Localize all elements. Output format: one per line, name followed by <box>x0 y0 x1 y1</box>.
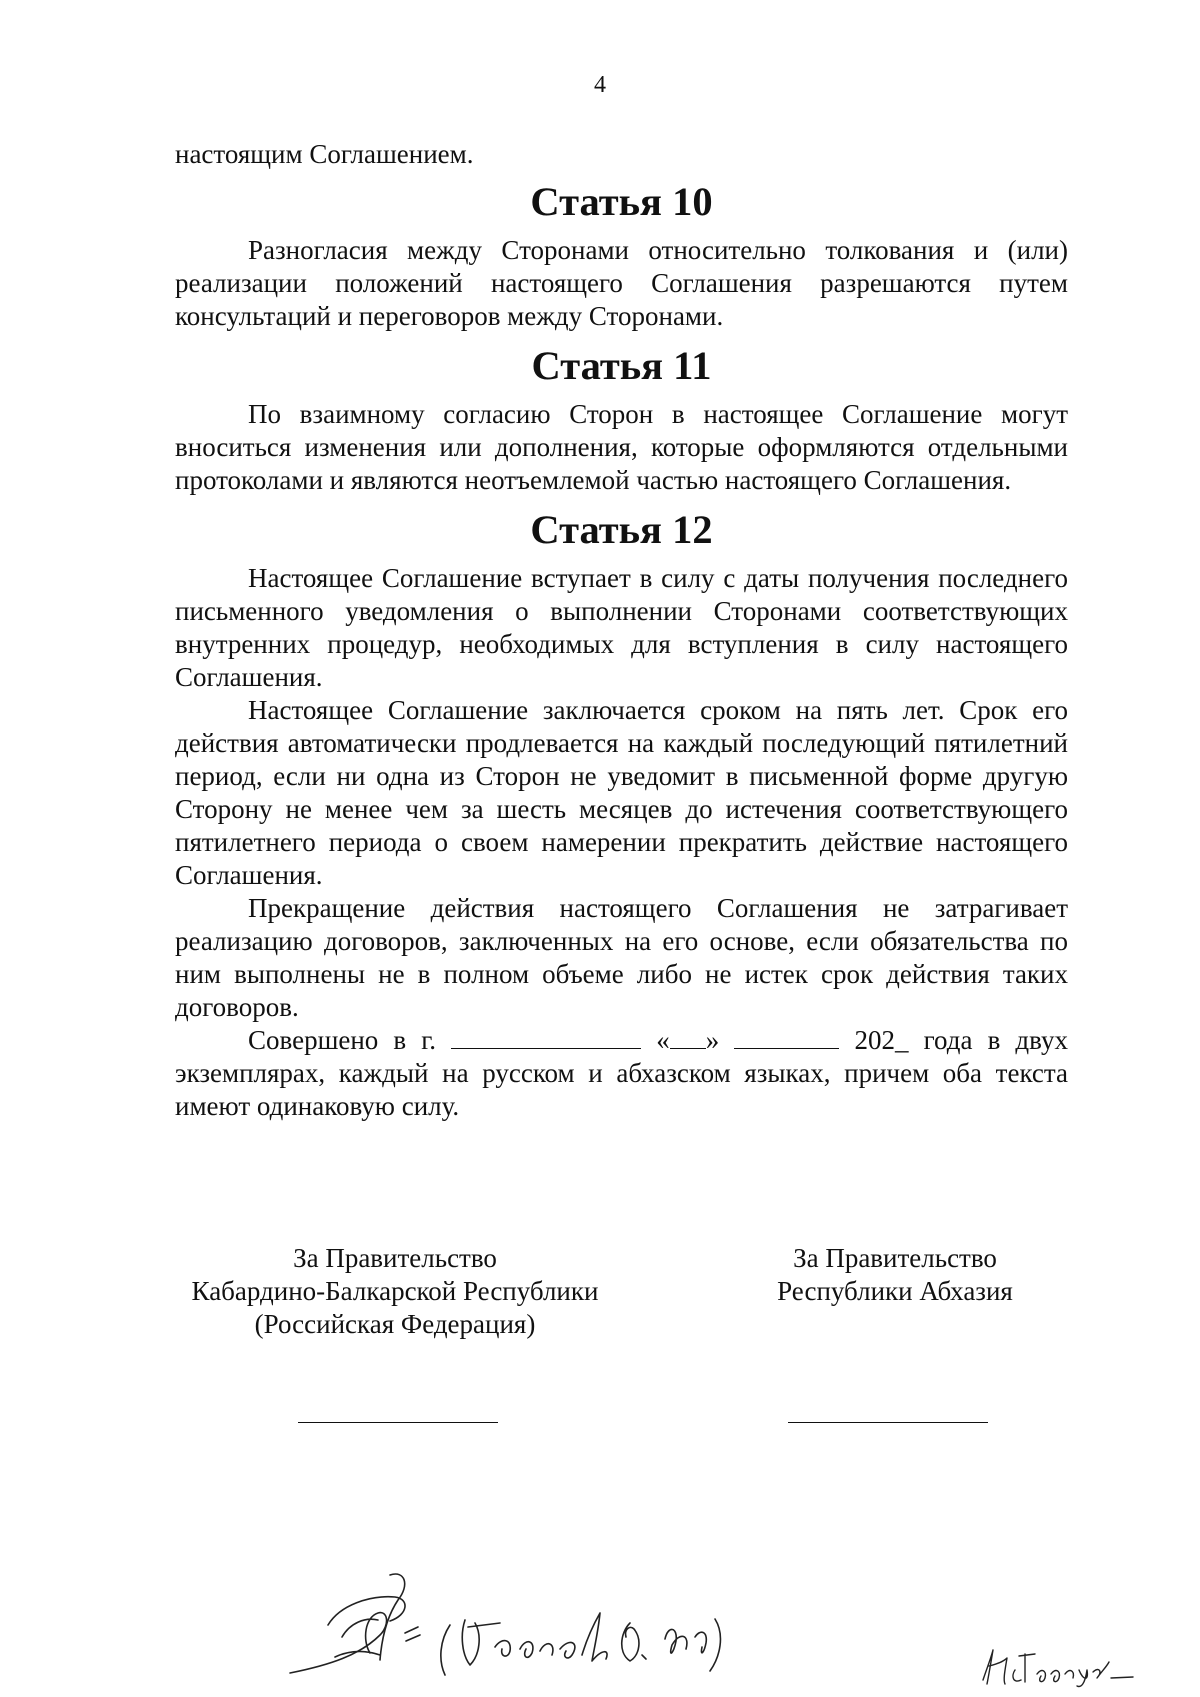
article-10-paragraph: Разногласия между Сторонами относительно толкования и (или) реализации положений настоящего Соглашения разрешаются путем консультаций и переговоров между Сторонами. <box>175 235 1068 331</box>
signature-line-right <box>788 1422 988 1423</box>
signatory-left-line2: Кабардино-Балкарской Республики <box>191 1276 599 1306</box>
signatory-left <box>175 1242 615 1341</box>
article-12-paragraph-1: Настоящее Соглашение вступает в силу с даты получения последнего письменного уведомления о выполнении Сторонами соответствующих внутренних процедур, необходимых для вступления в силу настоящего Соглашения. <box>175 563 1068 692</box>
signatory-left-line1: За Правительство <box>293 1243 497 1273</box>
closing-year: 202_ года в двух <box>854 1025 1068 1055</box>
continuation-text: настоящим Соглашением. <box>175 139 474 169</box>
quote-open: « <box>656 1025 670 1055</box>
article-10-heading: Статья 10 <box>530 179 713 224</box>
page-number: 4 <box>594 72 606 98</box>
signatory-right-line2: Республики Абхазия <box>777 1276 1013 1306</box>
blank-city <box>451 1024 641 1049</box>
article-12-paragraph-2: Настоящее Соглашение заключается сроком на пять лет. Срок его действия автоматически продлевается на каждый последующий пятилетний период, если ни одна из Сторон не уведомит в письменной форме другую Сторону не менее чем за шесть месяцев до истечения соответствующего пятилетнего периода о своем намерении прекратить действие настоящего Соглашения. <box>175 695 1068 890</box>
handwritten-signature-right <box>975 1640 1135 1690</box>
blank-day <box>670 1024 706 1049</box>
article-12-paragraph-3: Прекращение действия настоящего Соглашения не затрагивает реализацию договоров, заключенных на его основе, если обязательства по ним выполнены не в полном объеме либо не истек срок действия таких договоров. <box>175 893 1068 1022</box>
article-11-heading: Статья 11 <box>531 343 712 388</box>
signature-line-left <box>298 1422 498 1423</box>
closing-paragraph <box>175 1024 1068 1123</box>
signatory-right-line1: За Правительство <box>793 1243 997 1273</box>
closing-done-in: Совершено в г. <box>248 1025 437 1055</box>
closing-rest: экземплярах, каждый на русском и абхазском языках, причем оба текста имеют одинаковую силу. <box>175 1058 1068 1121</box>
quote-close: » <box>705 1025 720 1055</box>
handwritten-signature-left <box>270 1565 740 1690</box>
document-body <box>175 138 1068 1123</box>
signatory-left-line3: (Российская Федерация) <box>254 1309 536 1339</box>
blank-month <box>734 1024 839 1049</box>
article-11-paragraph: По взаимному согласию Сторон в настоящее Соглашение могут вноситься изменения или дополнения, которые оформляются отдельными протоколами и являются неотъемлемой частью настоящего Соглашения. <box>175 399 1068 495</box>
article-12-heading: Статья 12 <box>530 507 713 552</box>
signatory-right <box>730 1242 1060 1308</box>
